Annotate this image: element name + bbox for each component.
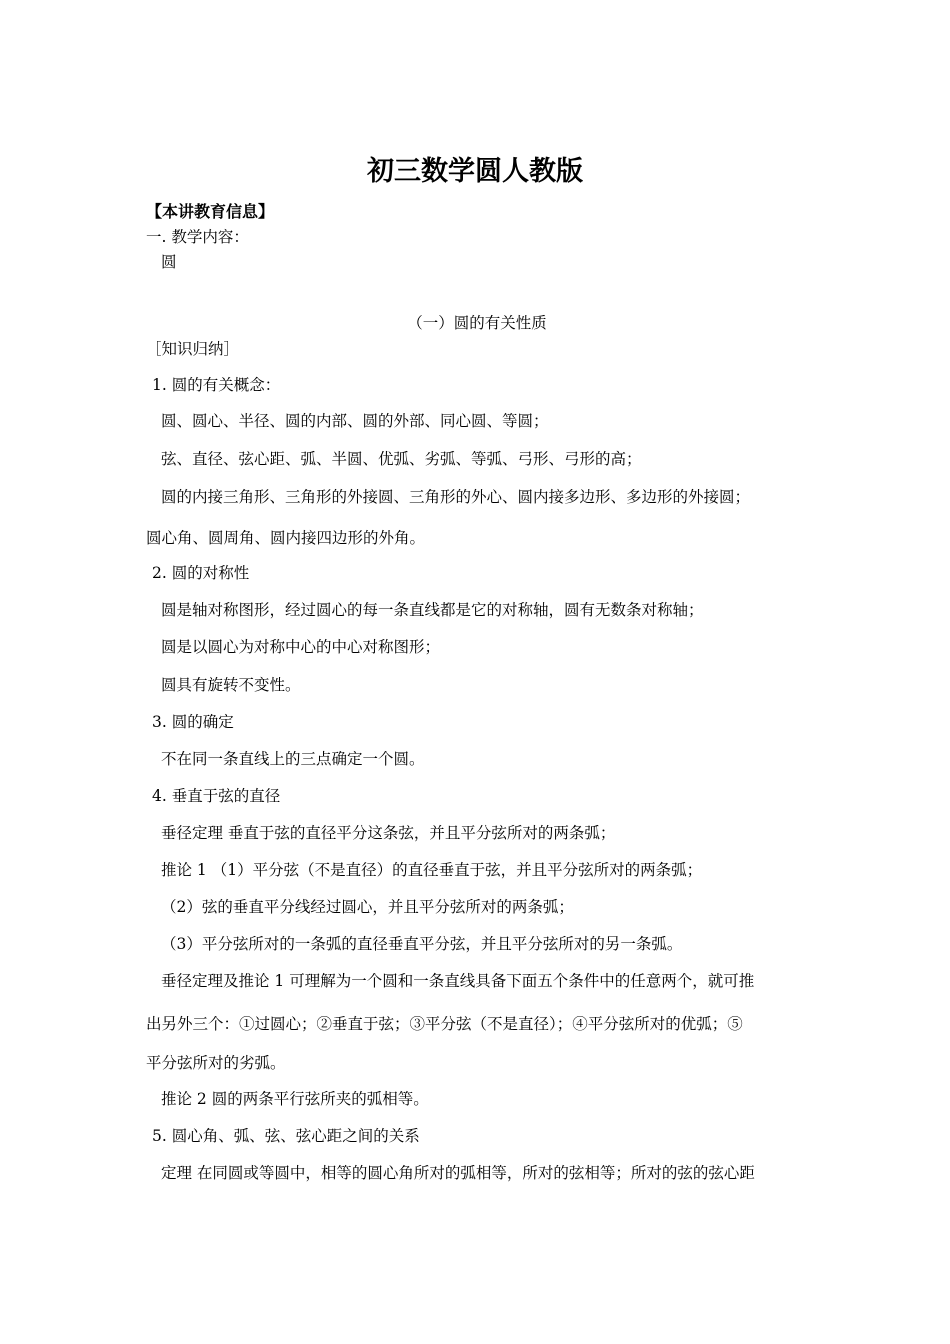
section-one-value: 圆 xyxy=(161,253,177,271)
paragraph-line: 垂径定理及推论 1 可理解为一个圆和一条直线具备下面五个条件中的任意两个，就可推 xyxy=(161,972,755,990)
subsection-title: （一）圆的有关性质 xyxy=(407,314,547,332)
paragraph-line: 圆心角、圆周角、圆内接四边形的外角。 xyxy=(146,529,426,547)
document-title: 初三数学圆人教版 xyxy=(367,156,583,187)
paragraph-line: 圆、圆心、半径、圆的内部、圆的外部、同心圆、等圆； xyxy=(161,412,549,430)
paragraph-line: 推论 2 圆的两条平行弦所夹的弧相等。 xyxy=(161,1090,429,1108)
paragraph-line: 圆具有旋转不变性。 xyxy=(161,676,301,694)
paragraph-line: 圆是以圆心为对称中心的中心对称图形； xyxy=(161,638,441,656)
knowledge-label: ［知识归纳］ xyxy=(146,340,240,358)
paragraph-line: 5. 圆心角、弧、弦、弦心距之间的关系 xyxy=(152,1127,420,1145)
paragraph-line: 4. 垂直于弦的直径 xyxy=(152,787,281,805)
paragraph-line: 不在同一条直线上的三点确定一个圆。 xyxy=(161,750,425,768)
paragraph-line: 出另外三个：①过圆心；②垂直于弦；③平分弦（不是直径）；④平分弦所对的优弧；⑤ xyxy=(146,1015,743,1033)
section-one-label: 一. 教学内容： xyxy=(146,228,249,246)
paragraph-line: 平分弦所对的劣弧。 xyxy=(146,1054,286,1072)
paragraph-line: 推论 1 （1）平分弦（不是直径）的直径垂直于弦，并且平分弦所对的两条弧； xyxy=(161,861,703,879)
paragraph-line: 定理 在同圆或等圆中，相等的圆心角所对的弧相等，所对的弦相等；所对的弦的弦心距 xyxy=(161,1164,755,1182)
paragraph-line: 2. 圆的对称性 xyxy=(152,564,250,582)
paragraph-line: 圆的内接三角形、三角形的外接圆、三角形的外心、圆内接多边形、多边形的外接圆； xyxy=(161,488,751,506)
paragraph-line: （2）弦的垂直平分线经过圆心，并且平分弦所对的两条弧； xyxy=(161,898,574,916)
paragraph-line: 弦、直径、弦心距、弧、半圆、优弧、劣弧、等弧、弓形、弓形的高； xyxy=(161,450,642,468)
paragraph-line: 垂径定理 垂直于弦的直径平分这条弦，并且平分弦所对的两条弧； xyxy=(161,824,616,842)
paragraph-line: 1. 圆的有关概念： xyxy=(152,376,281,394)
info-heading: 【本讲教育信息】 xyxy=(146,202,275,221)
paragraph-line: 3. 圆的确定 xyxy=(152,713,234,731)
paragraph-line: （3）平分弦所对的一条弧的直径垂直平分弦，并且平分弦所对的另一条弧。 xyxy=(161,935,683,953)
paragraph-line: 圆是轴对称图形，经过圆心的每一条直线都是它的对称轴，圆有无数条对称轴； xyxy=(161,601,704,619)
